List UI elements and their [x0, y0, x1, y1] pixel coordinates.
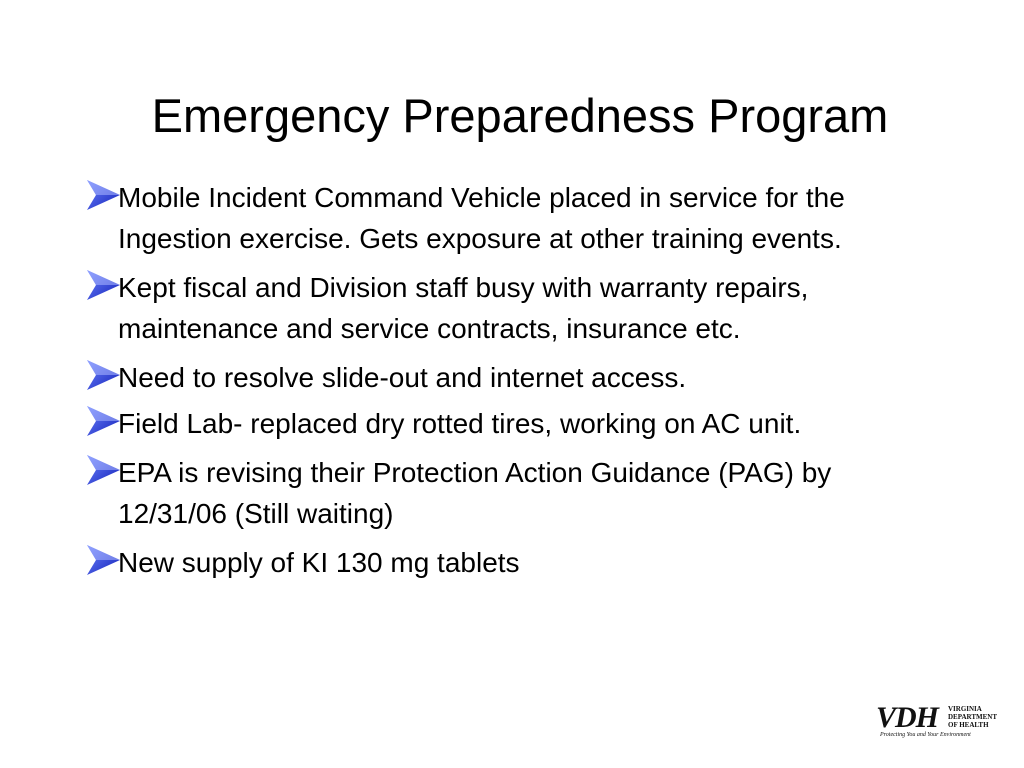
arrowhead-bullet-icon	[84, 176, 122, 214]
bullet-item	[84, 178, 924, 259]
bullet-item	[84, 358, 924, 399]
bullet-item	[84, 453, 924, 534]
logo-line: OF HEALTH	[948, 721, 989, 729]
logo-tagline: Protecting You and Your Environment	[880, 732, 971, 738]
bullet-item	[84, 404, 924, 445]
arrowhead-bullet-icon	[84, 541, 122, 579]
vdh-logo	[876, 701, 996, 745]
arrowhead-bullet-icon	[84, 266, 122, 304]
bullet-list	[84, 178, 924, 589]
arrowhead-bullet-icon	[84, 451, 122, 489]
bullet-text: Need to resolve slide-out and internet access.	[118, 362, 687, 393]
logo-line: VIRGINIA	[948, 705, 982, 713]
logo-department-name	[948, 705, 997, 729]
bullet-text: Kept fiscal and Division staff busy with warranty repairs, maintenance and service contracts, insurance etc.	[118, 272, 809, 344]
logo-line: DEPARTMENT	[948, 713, 998, 721]
arrowhead-bullet-icon	[84, 356, 122, 394]
arrowhead-bullet-icon	[84, 402, 122, 440]
logo-wordmark: VDH	[876, 701, 939, 734]
slide-title: Emergency Preparedness Program	[151, 89, 889, 142]
bullet-item	[84, 268, 924, 349]
bullet-text: New supply of KI 130 mg tablets	[118, 547, 520, 578]
bullet-text: EPA is revising their Protection Action Guidance (PAG) by 12/31/06 (Still waiting)	[118, 457, 832, 529]
bullet-text: Field Lab- replaced dry rotted tires, working on AC unit.	[118, 407, 802, 439]
bullet-item	[84, 543, 924, 584]
bullet-text: Mobile Incident Command Vehicle placed in service for the Ingestion exercise. Gets exposure at other training events.	[118, 182, 845, 254]
